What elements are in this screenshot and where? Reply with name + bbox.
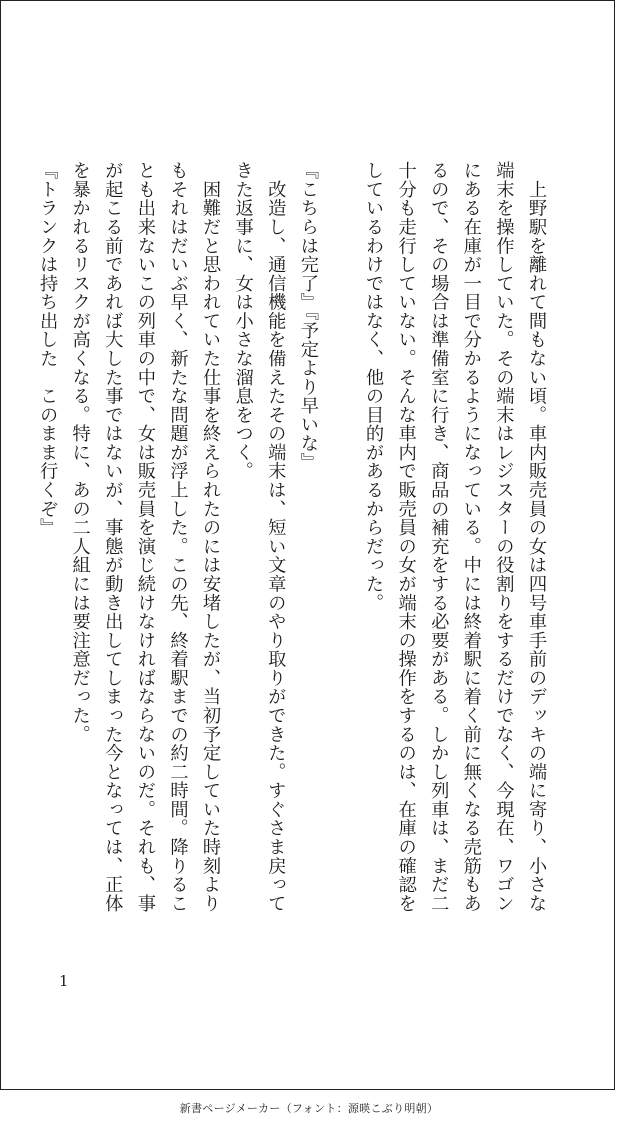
paragraph-5: 『トランクは持ち出した このまま行くぞ』 <box>37 161 59 537</box>
paragraph-2: 『こちらは完了』『予定より早いな』 <box>297 161 319 472</box>
paragraph-3: 改造し、通信機能を備えたその端末は、短い文章のやり取りができた。すぐさま戻ってきた返事に、女は小さな溜息をつく。 <box>232 161 287 913</box>
paragraph-4: 困難だと思われていた仕事を終えられたのには安堵したが、当初予定していた時刻よりもそれはだいぶ早く、新たな問題が浮上した。この先、終着駅までの約二時間。降りることも出来ないこの列車の中で、女は販売員を演じ続けなければならないのだ。それも、事が起こる前であれば大した事ではないが、事態が動き出してしまった今となっては、正体を暴かれるリスクが高くなる。特に、あの二人組には要注意だった。 <box>69 161 222 913</box>
vertical-text-body <box>37 161 552 921</box>
paragraph-blank <box>324 161 357 921</box>
page-number: 1 <box>59 972 69 990</box>
paragraph-1: 上野駅を離れて間もない頃。車内販売員の女は四号車手前のデッキの端に寄り、小さな端末を操作していた。その端末はレジスターの役割りをするだけでなく、今現在、ワゴンにある在庫が一目で分かるようになっている。中には終着駅に着く前に無くなる売筋もあるので、その場合は準備室に行き、商品の補充をする必要がある。しかし列車は、まだ二十分も走行していない。そんな車内で販売員の女が端末の操作をするのは、在庫の確認をしているわけではなく、他の目的があるからだった。 <box>363 161 547 913</box>
footer-credit: 新書ページメーカー（フォント：源暎こぶり明朝） <box>179 1102 439 1115</box>
